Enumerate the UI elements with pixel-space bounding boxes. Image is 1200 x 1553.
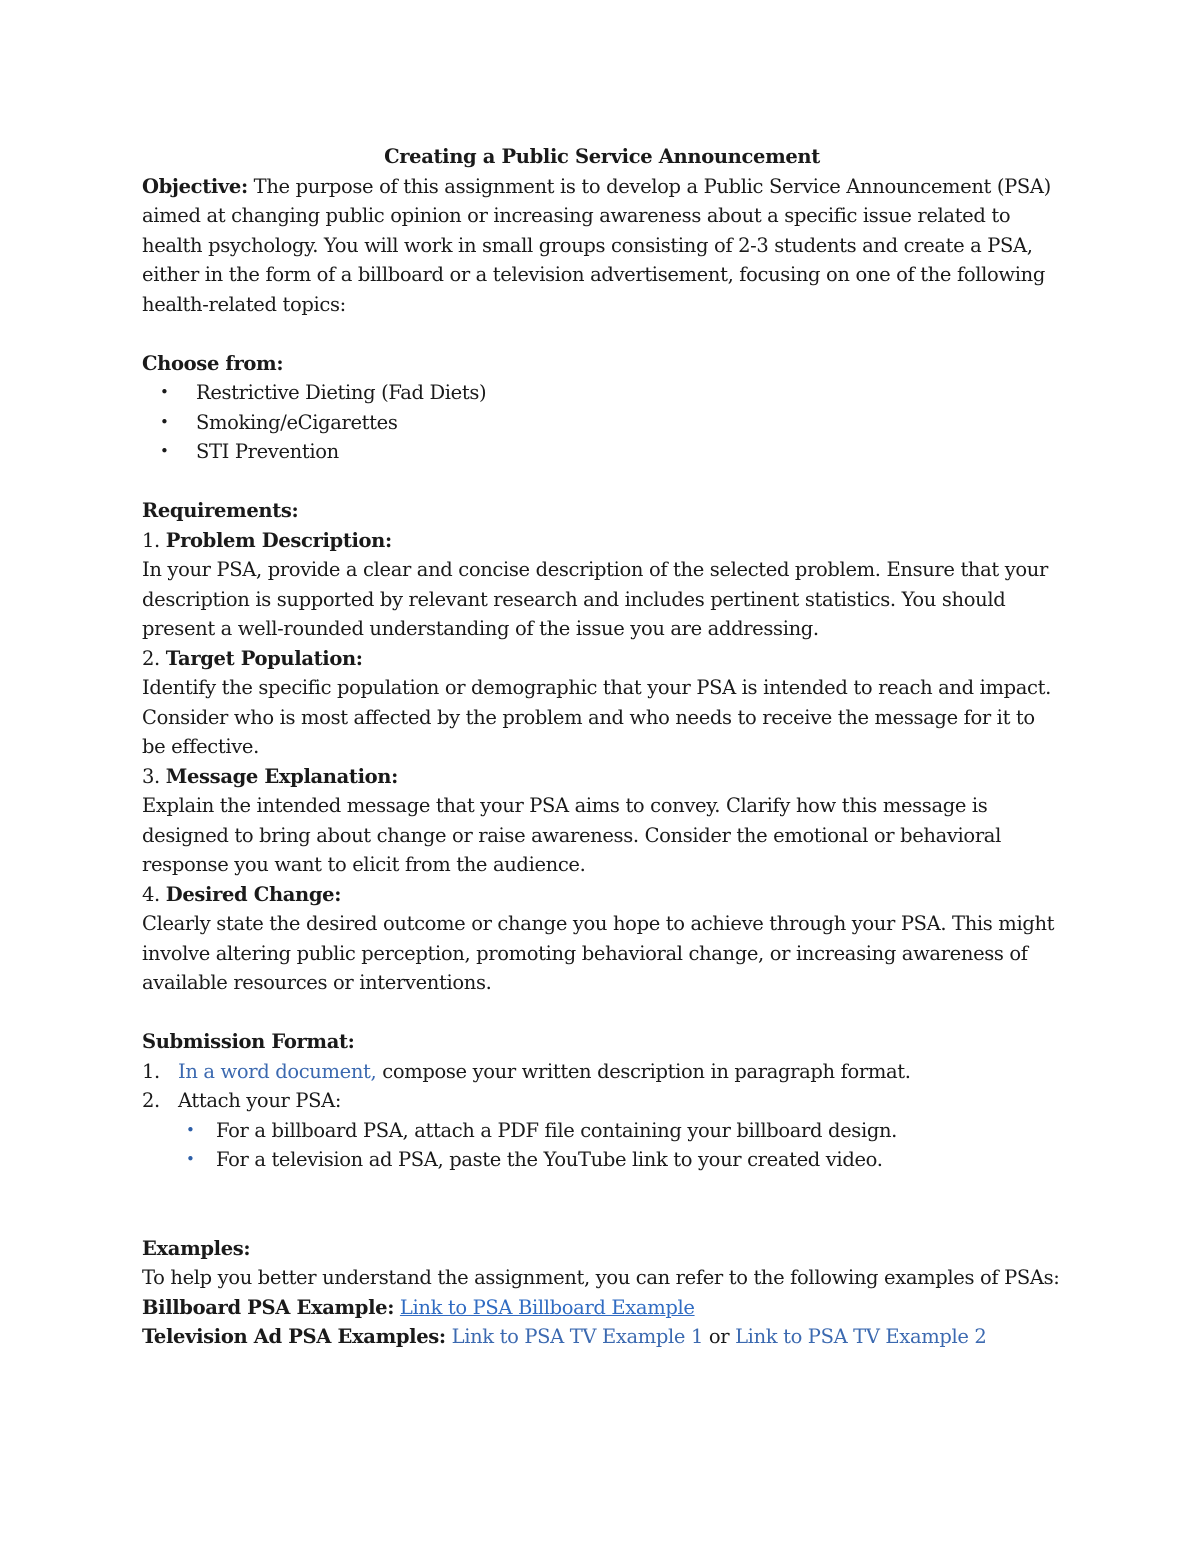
topic-list xyxy=(142,378,1062,467)
examples-heading xyxy=(142,1234,1062,1264)
objective-paragraph xyxy=(142,172,1062,320)
submission-heading xyxy=(142,1027,1062,1057)
requirement-heading-2 xyxy=(142,644,1062,674)
examples-intro: To help you better understand the assignment, you can refer to the following examples of PSAs: xyxy=(142,1266,1060,1289)
tv-example-link-2[interactable]: Link to PSA TV Example 2 xyxy=(735,1325,987,1348)
topic-item: • STI Prevention xyxy=(142,437,1062,467)
billboard-example-line xyxy=(142,1293,1062,1323)
tv-example-label: Television Ad PSA Examples: xyxy=(142,1325,446,1348)
requirement-text-4: Clearly state the desired outcome or change you hope to achieve through your PSA. This might involve altering public perception, promoting behavioral change, or increasing awareness of available resources or interventions. xyxy=(142,912,1055,994)
submission-steps xyxy=(142,1057,1062,1116)
requirement-title: Desired Change: xyxy=(165,882,342,906)
submission-step-2 xyxy=(142,1086,1062,1116)
choose-heading xyxy=(142,349,1062,379)
submission-label: Submission Format: xyxy=(142,1030,355,1053)
topic-item: • Smoking/eCigarettes xyxy=(142,408,1062,438)
examples-label: Examples: xyxy=(142,1236,251,1260)
requirement-number: 3. xyxy=(142,764,160,788)
requirement-number: 2. xyxy=(142,646,160,670)
submission-step-1 xyxy=(142,1057,1062,1087)
attach-option: • For a television ad PSA, paste the YouTube link to your created video. xyxy=(142,1145,1062,1175)
objective-label: Objective: xyxy=(142,174,248,198)
requirement-heading-4 xyxy=(142,880,1062,910)
tv-example-link-1[interactable]: Link to PSA TV Example 1 xyxy=(451,1325,704,1348)
billboard-example-link[interactable]: Link to PSA Billboard Example xyxy=(399,1295,695,1319)
attach-option: • For a billboard PSA, attach a PDF file containing your billboard design. xyxy=(142,1116,1062,1146)
requirement-text-3: Explain the intended message that your PSA aims to convey. Clarify how this message is designed to bring about change or raise awareness. Consider the emotional or behavioral response you want to elicit from the audience. xyxy=(142,794,1001,876)
step-highlight: In a word document, xyxy=(178,1059,377,1083)
page-title: Creating a Public Service Announcement xyxy=(384,145,820,168)
topic-item: • Restrictive Dieting (Fad Diets) xyxy=(142,378,1062,408)
requirement-text-1: In your PSA, provide a clear and concise description of the selected problem. Ensure that your description is supported by relevant research and includes pertinent statistics. You should present a well-rounded understanding of the issue you are addressing. xyxy=(142,558,1048,640)
objective-text: The purpose of this assignment is to develop a Public Service Announcement (PSA) aimed at changing public opinion or increasing awareness about a specific issue related to health psychology. You will work in small groups consisting of 2-3 students and create a PSA, either in the form of a billboard or a television advertisement, focusing on one of the following health-related topics: xyxy=(142,174,1051,316)
document-page xyxy=(142,142,1062,1352)
attach-options xyxy=(142,1116,1062,1175)
requirement-title: Problem Description: xyxy=(165,528,392,552)
requirement-number: 1. xyxy=(142,528,160,552)
requirements-heading xyxy=(142,496,1062,526)
spacer xyxy=(142,998,1062,1028)
requirement-text-2: Identify the specific population or demographic that your PSA is intended to reach and impact. Consider who is most affected by the problem and who needs to receive the message for it to be effective. xyxy=(142,676,1051,758)
step-text: compose your written description in paragraph format. xyxy=(376,1059,911,1083)
spacer xyxy=(142,1175,1062,1234)
requirements-label: Requirements: xyxy=(142,499,299,522)
billboard-example-label: Billboard PSA Example: xyxy=(142,1295,395,1319)
step-number: 2. xyxy=(142,1089,160,1112)
requirement-heading-1 xyxy=(142,526,1062,556)
requirement-number: 4. xyxy=(142,882,160,906)
choose-label: Choose from: xyxy=(142,351,284,375)
requirement-title: Message Explanation: xyxy=(165,764,398,788)
step-text: Attach your PSA: xyxy=(178,1089,342,1112)
spacer xyxy=(142,467,1062,497)
tv-example-line xyxy=(142,1322,1062,1352)
spacer xyxy=(142,319,1062,349)
requirement-title: Target Population: xyxy=(165,646,363,670)
requirement-heading-3 xyxy=(142,762,1062,792)
tv-example-separator: or xyxy=(703,1325,736,1348)
step-number: 1. xyxy=(142,1059,160,1083)
